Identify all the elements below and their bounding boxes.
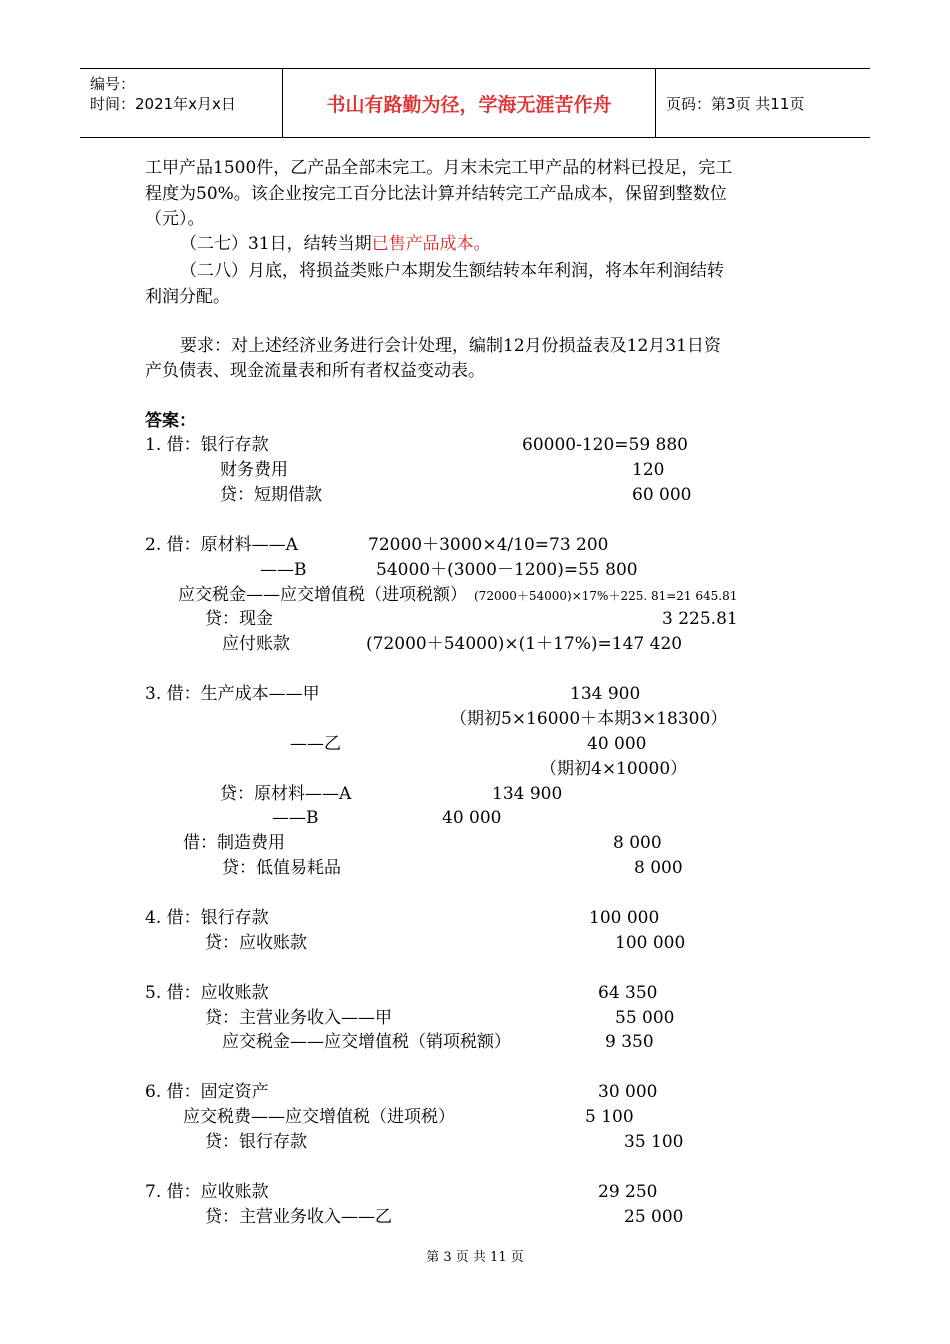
e3-value-4: 40 000	[442, 808, 502, 828]
e3-line-6: 贷：低值易耗品	[222, 858, 341, 878]
e3-value-6: 8 000	[634, 858, 683, 878]
e2-value-4: 3 225.81	[662, 609, 738, 629]
e2-value-3: (72000＋54000)×17%＋225. 81=21 645.81	[474, 589, 738, 603]
e3-line-5: 借：制造费用	[183, 833, 285, 853]
e4-line-2: 贷：应收账款	[205, 933, 307, 953]
item-27-text: （二七）31日，结转当期	[180, 234, 372, 254]
intro-line-1: 工甲产品1500件，乙产品全部未完工。月末未完工甲产品的材料已投足，完工	[145, 158, 733, 178]
number-label: 编号：	[90, 75, 136, 93]
e5-value-2: 55 000	[615, 1008, 675, 1028]
e4-value-2: 100 000	[615, 933, 686, 953]
e1-line-1: 1. 借：银行存款	[145, 435, 269, 455]
e2-line-1: 2. 借：原材料——A	[145, 535, 298, 555]
e2-line-3: 应交税金——应交增值税（进项税额）	[178, 585, 467, 605]
e5-line-2: 贷：主营业务收入——甲	[205, 1008, 392, 1028]
e1-value-3: 60 000	[632, 485, 692, 505]
date-label: 时间：2021年x月x日	[90, 95, 236, 113]
e5-value-3: 9 350	[605, 1032, 654, 1052]
e1-value-1: 60000-120=59 880	[522, 435, 688, 455]
e1-line-2: 财务费用	[220, 460, 288, 480]
answers-title: 答案：	[145, 411, 196, 431]
e6-value-2: 5 100	[585, 1107, 634, 1127]
e7-value-1: 29 250	[598, 1182, 658, 1202]
e2-line-2: ——B	[260, 560, 307, 580]
requirement-line-2: 产负债表、现金流量表和所有者权益变动表。	[145, 361, 485, 381]
e2-line-4: 贷：现金	[205, 609, 273, 629]
e4-line-1: 4. 借：银行存款	[145, 908, 269, 928]
page-footer: 第 3 页 共 11 页	[426, 1250, 524, 1265]
e3-line-2: ——乙	[290, 734, 341, 754]
e6-line-1: 6. 借：固定资产	[145, 1082, 269, 1102]
e6-value-3: 35 100	[624, 1132, 684, 1152]
e7-line-2: 贷：主营业务收入——乙	[205, 1207, 392, 1227]
e3-value-2: 40 000	[587, 734, 647, 754]
item-28-line-1: （二八）月底，将损益类账户本期发生额结转本年利润，将本年利润结转	[180, 261, 724, 281]
e5-line-1: 5. 借：应收账款	[145, 983, 269, 1003]
e5-line-3: 应交税金——应交增值税（销项税额）	[222, 1032, 511, 1052]
e1-line-3: 贷：短期借款	[220, 485, 322, 505]
requirement-line-1: 要求：对上述经济业务进行会计处理，编制12月份损益表及12月31日资	[180, 336, 721, 356]
intro-line-2: 程度为50%。该企业按完工百分比法计算并结转完工产品成本，保留到整数位	[145, 184, 727, 204]
e2-value-1: 72000＋3000×4/10=73 200	[368, 535, 609, 555]
e6-line-3: 贷：银行存款	[205, 1132, 307, 1152]
e2-line-5: 应付账款	[222, 634, 290, 654]
e2-value-5: (72000＋54000)×(1＋17%)=147 420	[366, 634, 683, 654]
e3-value-1: 134 900	[570, 684, 641, 704]
e2-value-2: 54000＋(3000－1200)=55 800	[376, 560, 638, 580]
e4-value-1: 100 000	[589, 908, 660, 928]
item-27-highlight: 已售产品成本。	[371, 234, 491, 254]
e3-note-1: （期初5×16000＋本期3×18300）	[450, 709, 728, 729]
e1-value-2: 120	[632, 460, 665, 480]
intro-line-3: （元）。	[145, 209, 205, 229]
e3-line-1: 3. 借：生产成本——甲	[145, 684, 320, 704]
e3-value-3: 134 900	[492, 784, 563, 804]
e7-line-1: 7. 借：应收账款	[145, 1182, 269, 1202]
e6-value-1: 30 000	[598, 1082, 658, 1102]
e3-line-3: 贷：原材料——A	[220, 784, 352, 804]
header-info-cell	[80, 69, 283, 137]
e5-value-1: 64 350	[598, 983, 658, 1003]
page-info: 页码：第3页 共11页	[666, 94, 805, 113]
e7-value-2: 25 000	[624, 1207, 684, 1227]
e3-note-2: （期初4×10000）	[540, 759, 688, 779]
page-header	[80, 68, 870, 138]
motto: 书山有路勤为径，学海无涯苦作舟	[283, 69, 656, 137]
e6-line-2: 应交税费——应交增值税（进项税）	[183, 1107, 455, 1127]
item-27	[180, 232, 491, 256]
item-28-line-2: 利润分配。	[145, 287, 230, 307]
e3-line-4: ——B	[272, 808, 319, 828]
e3-value-5: 8 000	[613, 833, 662, 853]
